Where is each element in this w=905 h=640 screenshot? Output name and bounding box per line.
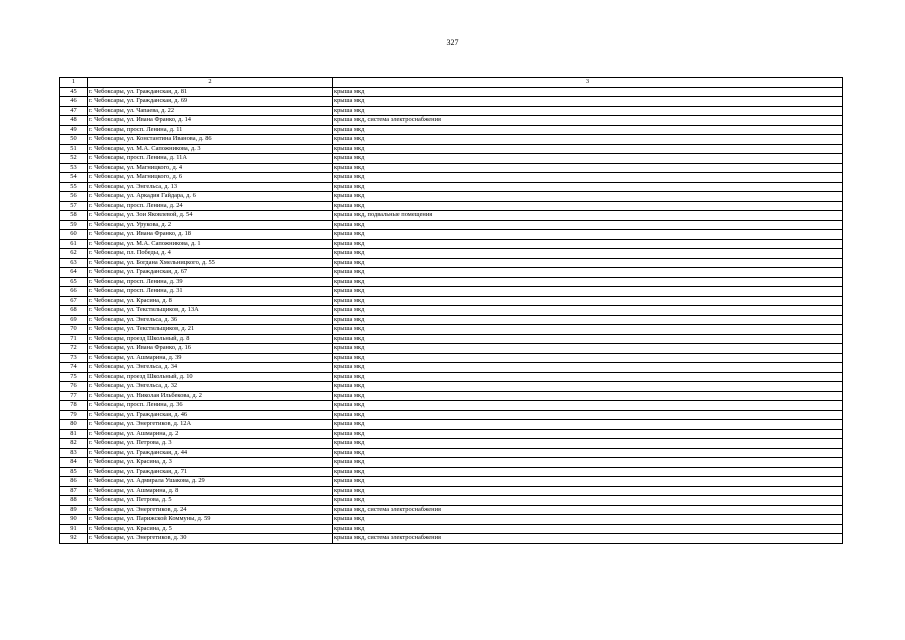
address-cell: г. Чебоксары, просп. Ленина, д. 36 (88, 401, 333, 411)
works-cell: крыша мкд (333, 344, 843, 354)
works-cell: крыша мкд (333, 182, 843, 192)
address-cell: г. Чебоксары, ул. Энгельса, д. 36 (88, 315, 333, 325)
register-table-body (60, 78, 843, 544)
row-number-cell: 63 (60, 258, 88, 268)
address-cell: г. Чебоксары, ул. Гражданская, д. 81 (88, 87, 333, 97)
table-row (60, 116, 843, 126)
row-number-cell: 51 (60, 144, 88, 154)
address-cell: г. Чебоксары, ул. Ашмарина, д. 2 (88, 429, 333, 439)
address-cell: г. Чебоксары, ул. Энергетиков, д. 24 (88, 505, 333, 515)
address-cell: г. Чебоксары, ул. Текстильщиков, д. 21 (88, 325, 333, 335)
address-cell: г. Чебоксары, ул. Гражданская, д. 44 (88, 448, 333, 458)
works-cell: крыша мкд (333, 353, 843, 363)
row-number-cell: 46 (60, 97, 88, 107)
works-cell: крыша мкд (333, 477, 843, 487)
table-row (60, 182, 843, 192)
works-cell: крыша мкд (333, 439, 843, 449)
row-number-cell: 67 (60, 296, 88, 306)
column-number-2: 2 (88, 78, 333, 88)
row-number-cell: 64 (60, 268, 88, 278)
works-cell: крыша мкд (333, 420, 843, 430)
row-number-cell: 66 (60, 287, 88, 297)
row-number-cell: 89 (60, 505, 88, 515)
row-number-cell: 68 (60, 306, 88, 316)
table-row (60, 144, 843, 154)
row-number-cell: 88 (60, 496, 88, 506)
address-cell: г. Чебоксары, ул. Парижской Коммуны, д. 59 (88, 515, 333, 525)
row-number-cell: 76 (60, 382, 88, 392)
table-row (60, 106, 843, 116)
row-number-cell: 87 (60, 486, 88, 496)
works-cell: крыша мкд, подвальные помещения (333, 211, 843, 221)
table-row (60, 220, 843, 230)
table-row (60, 382, 843, 392)
row-number-cell: 61 (60, 239, 88, 249)
row-number-cell: 74 (60, 363, 88, 373)
address-cell: г. Чебоксары, ул. Магницкого, д. 6 (88, 173, 333, 183)
table-row (60, 287, 843, 297)
address-cell: г. Чебоксары, ул. Гражданская, д. 46 (88, 410, 333, 420)
table-row (60, 277, 843, 287)
table-row (60, 486, 843, 496)
row-number-cell: 57 (60, 201, 88, 211)
address-cell: г. Чебоксары, ул. Гражданская, д. 67 (88, 268, 333, 278)
address-cell: г. Чебоксары, ул. М.А. Сапожникова, д. 3 (88, 144, 333, 154)
table-row (60, 429, 843, 439)
table-row (60, 496, 843, 506)
row-number-cell: 77 (60, 391, 88, 401)
row-number-cell: 83 (60, 448, 88, 458)
works-cell: крыша мкд (333, 201, 843, 211)
address-cell: г. Чебоксары, ул. Красина, д. 5 (88, 524, 333, 534)
works-cell: крыша мкд (333, 249, 843, 259)
row-number-cell: 62 (60, 249, 88, 259)
works-cell: крыша мкд (333, 87, 843, 97)
address-cell: г. Чебоксары, ул. Николая Ильбекова, д. 2 (88, 391, 333, 401)
address-cell: г. Чебоксары, ул. Ивана Франко, д. 18 (88, 230, 333, 240)
table-row (60, 353, 843, 363)
works-cell: крыша мкд (333, 306, 843, 316)
address-cell: г. Чебоксары, просп. Ленина, д. 31 (88, 287, 333, 297)
address-cell: г. Чебоксары, ул. Адмирала Ушакова, д. 29 (88, 477, 333, 487)
row-number-cell: 56 (60, 192, 88, 202)
address-cell: г. Чебоксары, проезд Школьный, д. 10 (88, 372, 333, 382)
address-cell: г. Чебоксары, ул. Энергетиков, д. 12А (88, 420, 333, 430)
works-cell: крыша мкд (333, 239, 843, 249)
works-cell: крыша мкд (333, 230, 843, 240)
address-cell: г. Чебоксары, ул. Энгельса, д. 32 (88, 382, 333, 392)
table-row (60, 439, 843, 449)
address-cell: г. Чебоксары, ул. Гражданская, д. 71 (88, 467, 333, 477)
column-number-1: 1 (60, 78, 88, 88)
address-cell: г. Чебоксары, ул. Красина, д. 3 (88, 458, 333, 468)
works-cell: крыша мкд (333, 163, 843, 173)
row-number-cell: 54 (60, 173, 88, 183)
works-cell: крыша мкд, система электроснабжения (333, 116, 843, 126)
address-cell: г. Чебоксары, ул. Аркадия Гайдара, д. 6 (88, 192, 333, 202)
table-row (60, 344, 843, 354)
table-row (60, 372, 843, 382)
address-cell: г. Чебоксары, ул. Красина, д. 8 (88, 296, 333, 306)
works-cell: крыша мкд (333, 173, 843, 183)
address-cell: г. Чебоксары, просп. Ленина, д. 11А (88, 154, 333, 164)
address-cell: г. Чебоксары, ул. М.А. Сапожникова, д. 1 (88, 239, 333, 249)
row-number-cell: 49 (60, 125, 88, 135)
row-number-cell: 86 (60, 477, 88, 487)
address-cell: г. Чебоксары, ул. Ашмарина, д. 8 (88, 486, 333, 496)
row-number-cell: 48 (60, 116, 88, 126)
table-row (60, 173, 843, 183)
address-cell: г. Чебоксары, ул. Петрова, д. 5 (88, 496, 333, 506)
row-number-cell: 45 (60, 87, 88, 97)
works-cell: крыша мкд (333, 448, 843, 458)
works-cell: крыша мкд (333, 401, 843, 411)
address-cell: г. Чебоксары, ул. Урукова, д. 2 (88, 220, 333, 230)
table-row (60, 125, 843, 135)
works-cell: крыша мкд (333, 334, 843, 344)
address-cell: г. Чебоксары, ул. Энгельса, д. 34 (88, 363, 333, 373)
table-row (60, 230, 843, 240)
works-cell: крыша мкд (333, 154, 843, 164)
works-cell: крыша мкд (333, 382, 843, 392)
table-row (60, 249, 843, 259)
row-number-cell: 71 (60, 334, 88, 344)
row-number-cell: 78 (60, 401, 88, 411)
row-number-cell: 79 (60, 410, 88, 420)
column-number-row (60, 78, 843, 88)
works-cell: крыша мкд, система электроснабжения (333, 534, 843, 544)
works-cell: крыша мкд, система электроснабжения (333, 505, 843, 515)
table-row (60, 534, 843, 544)
table-row (60, 135, 843, 145)
row-number-cell: 84 (60, 458, 88, 468)
table-row (60, 334, 843, 344)
page-number: 327 (446, 38, 459, 47)
address-cell: г. Чебоксары, ул. Константина Иванова, д. 86 (88, 135, 333, 145)
works-cell: крыша мкд (333, 325, 843, 335)
table-row (60, 524, 843, 534)
table-row (60, 401, 843, 411)
table-row (60, 87, 843, 97)
table-row (60, 239, 843, 249)
table-row (60, 391, 843, 401)
works-cell: крыша мкд (333, 486, 843, 496)
address-cell: г. Чебоксары, просп. Ленина, д. 39 (88, 277, 333, 287)
works-cell: крыша мкд (333, 258, 843, 268)
works-cell: крыша мкд (333, 467, 843, 477)
row-number-cell: 82 (60, 439, 88, 449)
works-cell: крыша мкд (333, 315, 843, 325)
table-row (60, 192, 843, 202)
row-number-cell: 81 (60, 429, 88, 439)
column-number-3: 3 (333, 78, 843, 88)
table-row (60, 325, 843, 335)
address-cell: г. Чебоксары, ул. Ивана Франко, д. 14 (88, 116, 333, 126)
works-cell: крыша мкд (333, 524, 843, 534)
works-cell: крыша мкд (333, 144, 843, 154)
address-cell: г. Чебоксары, ул. Текстильщиков, д. 13А (88, 306, 333, 316)
address-cell: г. Чебоксары, ул. Петрова, д. 3 (88, 439, 333, 449)
table-row (60, 420, 843, 430)
works-cell: крыша мкд (333, 515, 843, 525)
row-number-cell: 91 (60, 524, 88, 534)
row-number-cell: 75 (60, 372, 88, 382)
works-cell: крыша мкд (333, 277, 843, 287)
table-row (60, 211, 843, 221)
register-table (59, 77, 843, 544)
row-number-cell: 58 (60, 211, 88, 221)
row-number-cell: 92 (60, 534, 88, 544)
table-row (60, 458, 843, 468)
address-cell: г. Чебоксары, ул. Гражданская, д. 69 (88, 97, 333, 107)
works-cell: крыша мкд (333, 125, 843, 135)
table-row (60, 306, 843, 316)
address-cell: г. Чебоксары, ул. Ашмарина, д. 39 (88, 353, 333, 363)
address-cell: г. Чебоксары, ул. Богдана Хмельницкого, д. 55 (88, 258, 333, 268)
table-row (60, 505, 843, 515)
works-cell: крыша мкд (333, 287, 843, 297)
works-cell: крыша мкд (333, 458, 843, 468)
address-cell: г. Чебоксары, ул. Энергетиков, д. 30 (88, 534, 333, 544)
row-number-cell: 59 (60, 220, 88, 230)
works-cell: крыша мкд (333, 496, 843, 506)
address-cell: г. Чебоксары, просп. Ленина, д. 11 (88, 125, 333, 135)
address-cell: г. Чебоксары, ул. Чапаева, д. 22 (88, 106, 333, 116)
address-cell: г. Чебоксары, просп. Ленина, д. 24 (88, 201, 333, 211)
row-number-cell: 69 (60, 315, 88, 325)
row-number-cell: 80 (60, 420, 88, 430)
works-cell: крыша мкд (333, 296, 843, 306)
row-number-cell: 50 (60, 135, 88, 145)
table-row (60, 154, 843, 164)
row-number-cell: 47 (60, 106, 88, 116)
table-row (60, 477, 843, 487)
row-number-cell: 72 (60, 344, 88, 354)
row-number-cell: 55 (60, 182, 88, 192)
table-row (60, 97, 843, 107)
table-row (60, 515, 843, 525)
works-cell: крыша мкд (333, 135, 843, 145)
works-cell: крыша мкд (333, 372, 843, 382)
works-cell: крыша мкд (333, 268, 843, 278)
works-cell: крыша мкд (333, 220, 843, 230)
table-row (60, 410, 843, 420)
table-row (60, 448, 843, 458)
works-cell: крыша мкд (333, 391, 843, 401)
row-number-cell: 73 (60, 353, 88, 363)
row-number-cell: 70 (60, 325, 88, 335)
table-row (60, 163, 843, 173)
address-cell: г. Чебоксары, ул. Магницкого, д. 4 (88, 163, 333, 173)
works-cell: крыша мкд (333, 429, 843, 439)
works-cell: крыша мкд (333, 363, 843, 373)
row-number-cell: 90 (60, 515, 88, 525)
row-number-cell: 65 (60, 277, 88, 287)
table-row (60, 201, 843, 211)
works-cell: крыша мкд (333, 410, 843, 420)
address-cell: г. Чебоксары, пл. Победы, д. 4 (88, 249, 333, 259)
address-cell: г. Чебоксары, проезд Школьный, д. 8 (88, 334, 333, 344)
address-cell: г. Чебоксары, ул. Ивана Франко, д. 16 (88, 344, 333, 354)
address-cell: г. Чебоксары, ул. Зои Яковлевой, д. 54 (88, 211, 333, 221)
row-number-cell: 85 (60, 467, 88, 477)
table-row (60, 467, 843, 477)
table-row (60, 363, 843, 373)
address-cell: г. Чебоксары, ул. Энгельса, д. 13 (88, 182, 333, 192)
table-row (60, 258, 843, 268)
table-row (60, 268, 843, 278)
row-number-cell: 53 (60, 163, 88, 173)
table-row (60, 315, 843, 325)
row-number-cell: 52 (60, 154, 88, 164)
table-row (60, 296, 843, 306)
works-cell: крыша мкд (333, 97, 843, 107)
works-cell: крыша мкд (333, 106, 843, 116)
works-cell: крыша мкд (333, 192, 843, 202)
row-number-cell: 60 (60, 230, 88, 240)
